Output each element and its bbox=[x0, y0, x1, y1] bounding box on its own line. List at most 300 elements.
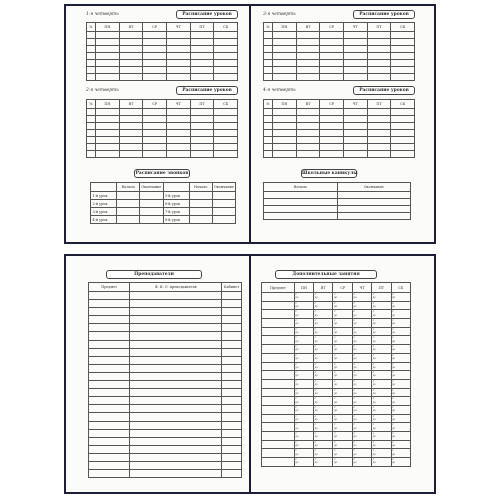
table-row bbox=[89, 340, 242, 348]
right-page-top bbox=[251, 6, 434, 242]
table-row bbox=[89, 356, 242, 364]
schedule-cell bbox=[344, 130, 368, 137]
schedule-table bbox=[263, 99, 415, 158]
teacher-cell bbox=[130, 300, 222, 308]
bell-end-cell bbox=[212, 208, 235, 216]
time-cell: с до bbox=[352, 327, 371, 336]
bell-end-cell bbox=[212, 200, 235, 208]
time-cell: с до bbox=[352, 362, 371, 371]
schedule-cell bbox=[296, 151, 320, 158]
lesson-label: 3-й урок bbox=[91, 208, 117, 216]
time-cell: с до bbox=[352, 458, 371, 467]
table-row bbox=[264, 130, 415, 137]
teacher-cell bbox=[222, 340, 242, 348]
schedule-cell bbox=[264, 60, 273, 67]
time-cell: с до bbox=[352, 440, 371, 449]
time-cell: с до bbox=[391, 423, 410, 432]
table-row bbox=[89, 389, 242, 397]
table-row bbox=[87, 144, 238, 151]
schedule-cell bbox=[143, 137, 167, 144]
time-cell: с до bbox=[391, 405, 410, 414]
schedule-cell bbox=[273, 116, 297, 123]
time-cell: с до bbox=[391, 327, 410, 336]
table-row bbox=[262, 345, 411, 354]
teacher-cell bbox=[222, 389, 242, 397]
schedule-cell bbox=[320, 74, 344, 81]
time-cell: с до bbox=[333, 362, 352, 371]
teacher-cell bbox=[130, 292, 222, 300]
schedule-cell bbox=[296, 130, 320, 137]
table-row bbox=[262, 440, 411, 449]
schedule-cell bbox=[391, 116, 415, 123]
schedule-cell bbox=[214, 144, 238, 151]
time-cell: с до bbox=[372, 458, 391, 467]
table-row bbox=[91, 192, 236, 200]
teacher-cell bbox=[89, 308, 130, 316]
schedule-cell bbox=[264, 144, 273, 151]
schedule-cell bbox=[264, 123, 273, 130]
table-row bbox=[89, 461, 242, 469]
table-row bbox=[89, 300, 242, 308]
subject-cell bbox=[262, 379, 295, 388]
table-row bbox=[264, 60, 415, 67]
teacher-cell bbox=[89, 340, 130, 348]
subject-cell bbox=[262, 310, 295, 319]
schedule-cell bbox=[367, 130, 391, 137]
schedule-cell bbox=[119, 39, 143, 46]
schedule-cell bbox=[320, 144, 344, 151]
teacher-cell bbox=[89, 453, 130, 461]
schedule-cell bbox=[214, 109, 238, 116]
quarter-label: 1-я четверть bbox=[86, 12, 119, 17]
lesson-label: 7-й урок bbox=[163, 208, 189, 216]
schedule-cell bbox=[119, 109, 143, 116]
schedule-cell bbox=[214, 123, 238, 130]
time-cell: с до bbox=[391, 319, 410, 328]
time-cell: с до bbox=[314, 388, 333, 397]
column-header: СР bbox=[333, 283, 352, 293]
time-cell: с до bbox=[314, 293, 333, 302]
table-row bbox=[264, 100, 415, 109]
table-row bbox=[91, 208, 236, 216]
schedule-cell bbox=[367, 53, 391, 60]
schedule-cell bbox=[96, 74, 120, 81]
schedule-cell bbox=[264, 32, 273, 39]
schedule-cell bbox=[273, 130, 297, 137]
teacher-cell bbox=[222, 405, 242, 413]
schedule-cell bbox=[320, 39, 344, 46]
schedule-cell bbox=[367, 67, 391, 74]
table-row bbox=[264, 53, 415, 60]
schedule-cell bbox=[344, 39, 368, 46]
schedule-cell bbox=[96, 144, 120, 151]
time-cell: с до bbox=[372, 371, 391, 380]
schedule-cell bbox=[96, 39, 120, 46]
schedule-cell bbox=[320, 123, 344, 130]
table-row bbox=[264, 192, 411, 199]
schedule-cell bbox=[320, 60, 344, 67]
schedule-cell bbox=[367, 32, 391, 39]
time-cell: с до bbox=[294, 353, 313, 362]
holidays-table bbox=[263, 182, 411, 220]
time-cell: с до bbox=[391, 379, 410, 388]
column-header: ВТ bbox=[314, 283, 333, 293]
schedule-cell bbox=[367, 116, 391, 123]
schedule-cell bbox=[273, 32, 297, 39]
table-row bbox=[89, 316, 242, 324]
column-header: СР bbox=[143, 23, 167, 32]
column-header: ВТ bbox=[296, 100, 320, 109]
column-header: СБ bbox=[391, 283, 410, 293]
table-row bbox=[89, 413, 242, 421]
teacher-cell bbox=[89, 405, 130, 413]
schedule-cell bbox=[119, 32, 143, 39]
time-cell: с до bbox=[391, 388, 410, 397]
extra-classes-table bbox=[261, 282, 411, 467]
schedule-cell bbox=[96, 137, 120, 144]
schedule-table bbox=[263, 22, 415, 81]
schedule-cell bbox=[119, 123, 143, 130]
subject-cell bbox=[262, 353, 295, 362]
teacher-cell bbox=[89, 300, 130, 308]
schedule-cell bbox=[273, 67, 297, 74]
column-header: Начало bbox=[189, 183, 212, 192]
schedule-cell bbox=[143, 46, 167, 53]
table-row bbox=[262, 388, 411, 397]
column-header: СБ bbox=[214, 100, 238, 109]
schedule-cell bbox=[167, 67, 191, 74]
schedule-cell bbox=[320, 109, 344, 116]
table-row bbox=[264, 67, 415, 74]
teacher-cell bbox=[89, 445, 130, 453]
schedule-cell bbox=[320, 130, 344, 137]
table-row bbox=[262, 310, 411, 319]
teacher-cell bbox=[222, 316, 242, 324]
schedule-cell bbox=[296, 53, 320, 60]
time-cell: с до bbox=[333, 458, 352, 467]
time-cell: с до bbox=[294, 310, 313, 319]
schedule-cell bbox=[296, 116, 320, 123]
time-cell: с до bbox=[352, 388, 371, 397]
schedule-cell bbox=[264, 74, 273, 81]
subject-cell bbox=[262, 458, 295, 467]
time-cell: с до bbox=[294, 414, 313, 423]
teacher-cell bbox=[222, 470, 242, 478]
time-cell: с до bbox=[352, 319, 371, 328]
schedule-cell bbox=[296, 39, 320, 46]
time-cell: с до bbox=[314, 397, 333, 406]
time-cell: с до bbox=[294, 458, 313, 467]
schedule-cell bbox=[296, 32, 320, 39]
subject-cell bbox=[262, 440, 295, 449]
schedule-cell bbox=[264, 39, 273, 46]
column-header: № bbox=[87, 23, 96, 32]
schedule-cell bbox=[273, 144, 297, 151]
holiday-end-cell bbox=[337, 199, 411, 206]
schedule-cell bbox=[264, 130, 273, 137]
schedule-cell bbox=[119, 151, 143, 158]
extra-title: Дополнительные занятия bbox=[275, 270, 377, 279]
schedule-cell bbox=[190, 32, 214, 39]
schedule-cell bbox=[119, 67, 143, 74]
schedule-cell bbox=[367, 74, 391, 81]
schedule-cell bbox=[143, 32, 167, 39]
time-cell: с до bbox=[294, 301, 313, 310]
time-cell: с до bbox=[391, 397, 410, 406]
schedule-cell bbox=[87, 53, 96, 60]
table-row bbox=[262, 362, 411, 371]
schedule-cell bbox=[273, 46, 297, 53]
schedule-cell bbox=[320, 67, 344, 74]
table-row bbox=[264, 199, 411, 206]
schedule-cell bbox=[190, 39, 214, 46]
quarter-label: 4-я четверть bbox=[263, 88, 296, 93]
holiday-start-cell bbox=[264, 213, 338, 220]
teacher-cell bbox=[89, 364, 130, 372]
column-header: Окончание bbox=[140, 183, 163, 192]
schedule-cell bbox=[87, 46, 96, 53]
time-cell: с до bbox=[352, 397, 371, 406]
table-row bbox=[262, 327, 411, 336]
teacher-cell bbox=[89, 381, 130, 389]
subject-cell bbox=[262, 397, 295, 406]
time-cell: с до bbox=[314, 440, 333, 449]
column-header: ВТ bbox=[296, 23, 320, 32]
teacher-cell bbox=[130, 381, 222, 389]
teacher-cell bbox=[89, 332, 130, 340]
subject-cell bbox=[262, 423, 295, 432]
time-cell: с до bbox=[333, 310, 352, 319]
schedule-cell bbox=[273, 137, 297, 144]
schedule-cell bbox=[96, 67, 120, 74]
schedule-cell bbox=[273, 74, 297, 81]
schedule-cell bbox=[320, 116, 344, 123]
time-cell: с до bbox=[352, 310, 371, 319]
teacher-cell bbox=[89, 413, 130, 421]
schedule-cell bbox=[143, 116, 167, 123]
time-cell: с до bbox=[372, 414, 391, 423]
schedule-cell bbox=[367, 123, 391, 130]
time-cell: с до bbox=[352, 353, 371, 362]
time-cell: с до bbox=[391, 310, 410, 319]
schedule-cell bbox=[296, 109, 320, 116]
teacher-cell bbox=[222, 429, 242, 437]
table-row bbox=[87, 100, 238, 109]
schedule-cell bbox=[264, 137, 273, 144]
schedule-cell bbox=[391, 60, 415, 67]
table-row bbox=[87, 130, 238, 137]
schedule-cell bbox=[167, 109, 191, 116]
time-cell: с до bbox=[372, 379, 391, 388]
time-cell: с до bbox=[372, 440, 391, 449]
table-row bbox=[89, 292, 242, 300]
schedule-cell bbox=[87, 60, 96, 67]
bell-start-cell bbox=[189, 208, 212, 216]
subject-cell bbox=[262, 301, 295, 310]
bell-end-cell bbox=[140, 200, 163, 208]
teacher-cell bbox=[222, 421, 242, 429]
table-row bbox=[264, 151, 415, 158]
table-row bbox=[89, 324, 242, 332]
bell-start-cell bbox=[189, 216, 212, 224]
schedule-cell bbox=[296, 123, 320, 130]
time-cell: с до bbox=[314, 432, 333, 441]
teacher-cell bbox=[89, 389, 130, 397]
time-cell: с до bbox=[294, 379, 313, 388]
schedule-cell bbox=[190, 144, 214, 151]
schedule-cell bbox=[143, 39, 167, 46]
table-row bbox=[87, 109, 238, 116]
schedule-title: Расписание уроков bbox=[176, 10, 238, 19]
teacher-cell bbox=[222, 292, 242, 300]
schedule-title: Расписание уроков bbox=[176, 86, 238, 95]
teacher-cell bbox=[222, 300, 242, 308]
bell-end-cell bbox=[140, 192, 163, 200]
schedule-cell bbox=[96, 32, 120, 39]
time-cell: с до bbox=[391, 449, 410, 458]
bell-start-cell bbox=[189, 192, 212, 200]
teacher-cell bbox=[130, 421, 222, 429]
teacher-cell bbox=[130, 389, 222, 397]
column-header: ЧТ bbox=[352, 283, 371, 293]
teacher-cell bbox=[130, 405, 222, 413]
table-row bbox=[91, 200, 236, 208]
column-header: ВТ bbox=[119, 100, 143, 109]
teacher-cell bbox=[89, 356, 130, 364]
schedule-cell bbox=[296, 67, 320, 74]
table-row bbox=[89, 283, 242, 292]
table-row bbox=[89, 470, 242, 478]
bell-end-cell bbox=[140, 208, 163, 216]
schedule-cell bbox=[344, 151, 368, 158]
schedule-cell bbox=[214, 116, 238, 123]
schedule-cell bbox=[391, 74, 415, 81]
schedule-cell bbox=[119, 53, 143, 60]
schedule-cell bbox=[264, 53, 273, 60]
time-cell: с до bbox=[333, 293, 352, 302]
schedule-cell bbox=[391, 130, 415, 137]
time-cell: с до bbox=[391, 440, 410, 449]
subject-cell bbox=[262, 319, 295, 328]
subject-cell bbox=[262, 388, 295, 397]
schedule-cell bbox=[190, 53, 214, 60]
time-cell: с до bbox=[294, 388, 313, 397]
column-header bbox=[91, 183, 117, 192]
table-row bbox=[91, 183, 236, 192]
table-row bbox=[262, 283, 411, 293]
schedule-cell bbox=[320, 53, 344, 60]
schedule-cell bbox=[167, 151, 191, 158]
table-row bbox=[262, 458, 411, 467]
schedule-cell bbox=[391, 123, 415, 130]
schedule-cell bbox=[143, 53, 167, 60]
schedule-cell bbox=[367, 46, 391, 53]
teacher-cell bbox=[222, 324, 242, 332]
subject-cell bbox=[262, 432, 295, 441]
table-row bbox=[89, 332, 242, 340]
time-cell: с до bbox=[391, 353, 410, 362]
schedule-cell bbox=[296, 144, 320, 151]
table-row bbox=[89, 445, 242, 453]
time-cell: с до bbox=[314, 362, 333, 371]
table-row bbox=[89, 308, 242, 316]
teacher-cell bbox=[222, 397, 242, 405]
left-page-bottom bbox=[66, 256, 249, 492]
column-header: ПН bbox=[96, 23, 120, 32]
schedule-cell bbox=[143, 60, 167, 67]
teacher-cell bbox=[130, 453, 222, 461]
time-cell: с до bbox=[352, 345, 371, 354]
teacher-cell bbox=[130, 397, 222, 405]
schedule-cell bbox=[87, 32, 96, 39]
schedule-cell bbox=[87, 39, 96, 46]
schedule-cell bbox=[264, 67, 273, 74]
column-header: СР bbox=[320, 23, 344, 32]
column-header: СР bbox=[143, 100, 167, 109]
schedule-cell bbox=[264, 46, 273, 53]
bell-end-cell bbox=[140, 216, 163, 224]
schedule-cell bbox=[320, 137, 344, 144]
table-row bbox=[89, 364, 242, 372]
teacher-cell bbox=[130, 332, 222, 340]
time-cell: с до bbox=[372, 423, 391, 432]
time-cell: с до bbox=[333, 449, 352, 458]
schedule-cell bbox=[391, 151, 415, 158]
column-header: Окончание bbox=[212, 183, 235, 192]
table-row bbox=[264, 46, 415, 53]
schedule-cell bbox=[143, 109, 167, 116]
time-cell: с до bbox=[294, 405, 313, 414]
teacher-cell bbox=[89, 429, 130, 437]
schedule-cell bbox=[119, 116, 143, 123]
schedule-cell bbox=[96, 123, 120, 130]
time-cell: с до bbox=[333, 345, 352, 354]
column-header: Окончание bbox=[337, 183, 411, 192]
schedule-cell bbox=[391, 109, 415, 116]
schedule-cell bbox=[143, 151, 167, 158]
table-row bbox=[262, 423, 411, 432]
schedule-cell bbox=[96, 151, 120, 158]
time-cell: с до bbox=[314, 405, 333, 414]
table-row bbox=[87, 74, 238, 81]
table-row bbox=[87, 23, 238, 32]
holiday-start-cell bbox=[264, 206, 338, 213]
schedule-cell bbox=[273, 151, 297, 158]
schedule-cell bbox=[264, 116, 273, 123]
subject-cell bbox=[262, 345, 295, 354]
schedule-cell bbox=[167, 123, 191, 130]
right-page-bottom bbox=[251, 256, 434, 492]
time-cell: с до bbox=[294, 362, 313, 371]
schedule-cell bbox=[87, 67, 96, 74]
table-row bbox=[87, 60, 238, 67]
column-header: ПТ bbox=[367, 100, 391, 109]
schedule-cell bbox=[167, 39, 191, 46]
time-cell: с до bbox=[294, 449, 313, 458]
table-row bbox=[262, 336, 411, 345]
teacher-cell bbox=[222, 437, 242, 445]
teacher-cell bbox=[89, 372, 130, 380]
schedule-cell bbox=[367, 109, 391, 116]
schedule-cell bbox=[344, 32, 368, 39]
schedule-cell bbox=[344, 67, 368, 74]
time-cell: с до bbox=[333, 423, 352, 432]
time-cell: с до bbox=[352, 423, 371, 432]
teacher-cell bbox=[222, 445, 242, 453]
table-row bbox=[89, 372, 242, 380]
table-row bbox=[264, 109, 415, 116]
table-row bbox=[89, 348, 242, 356]
